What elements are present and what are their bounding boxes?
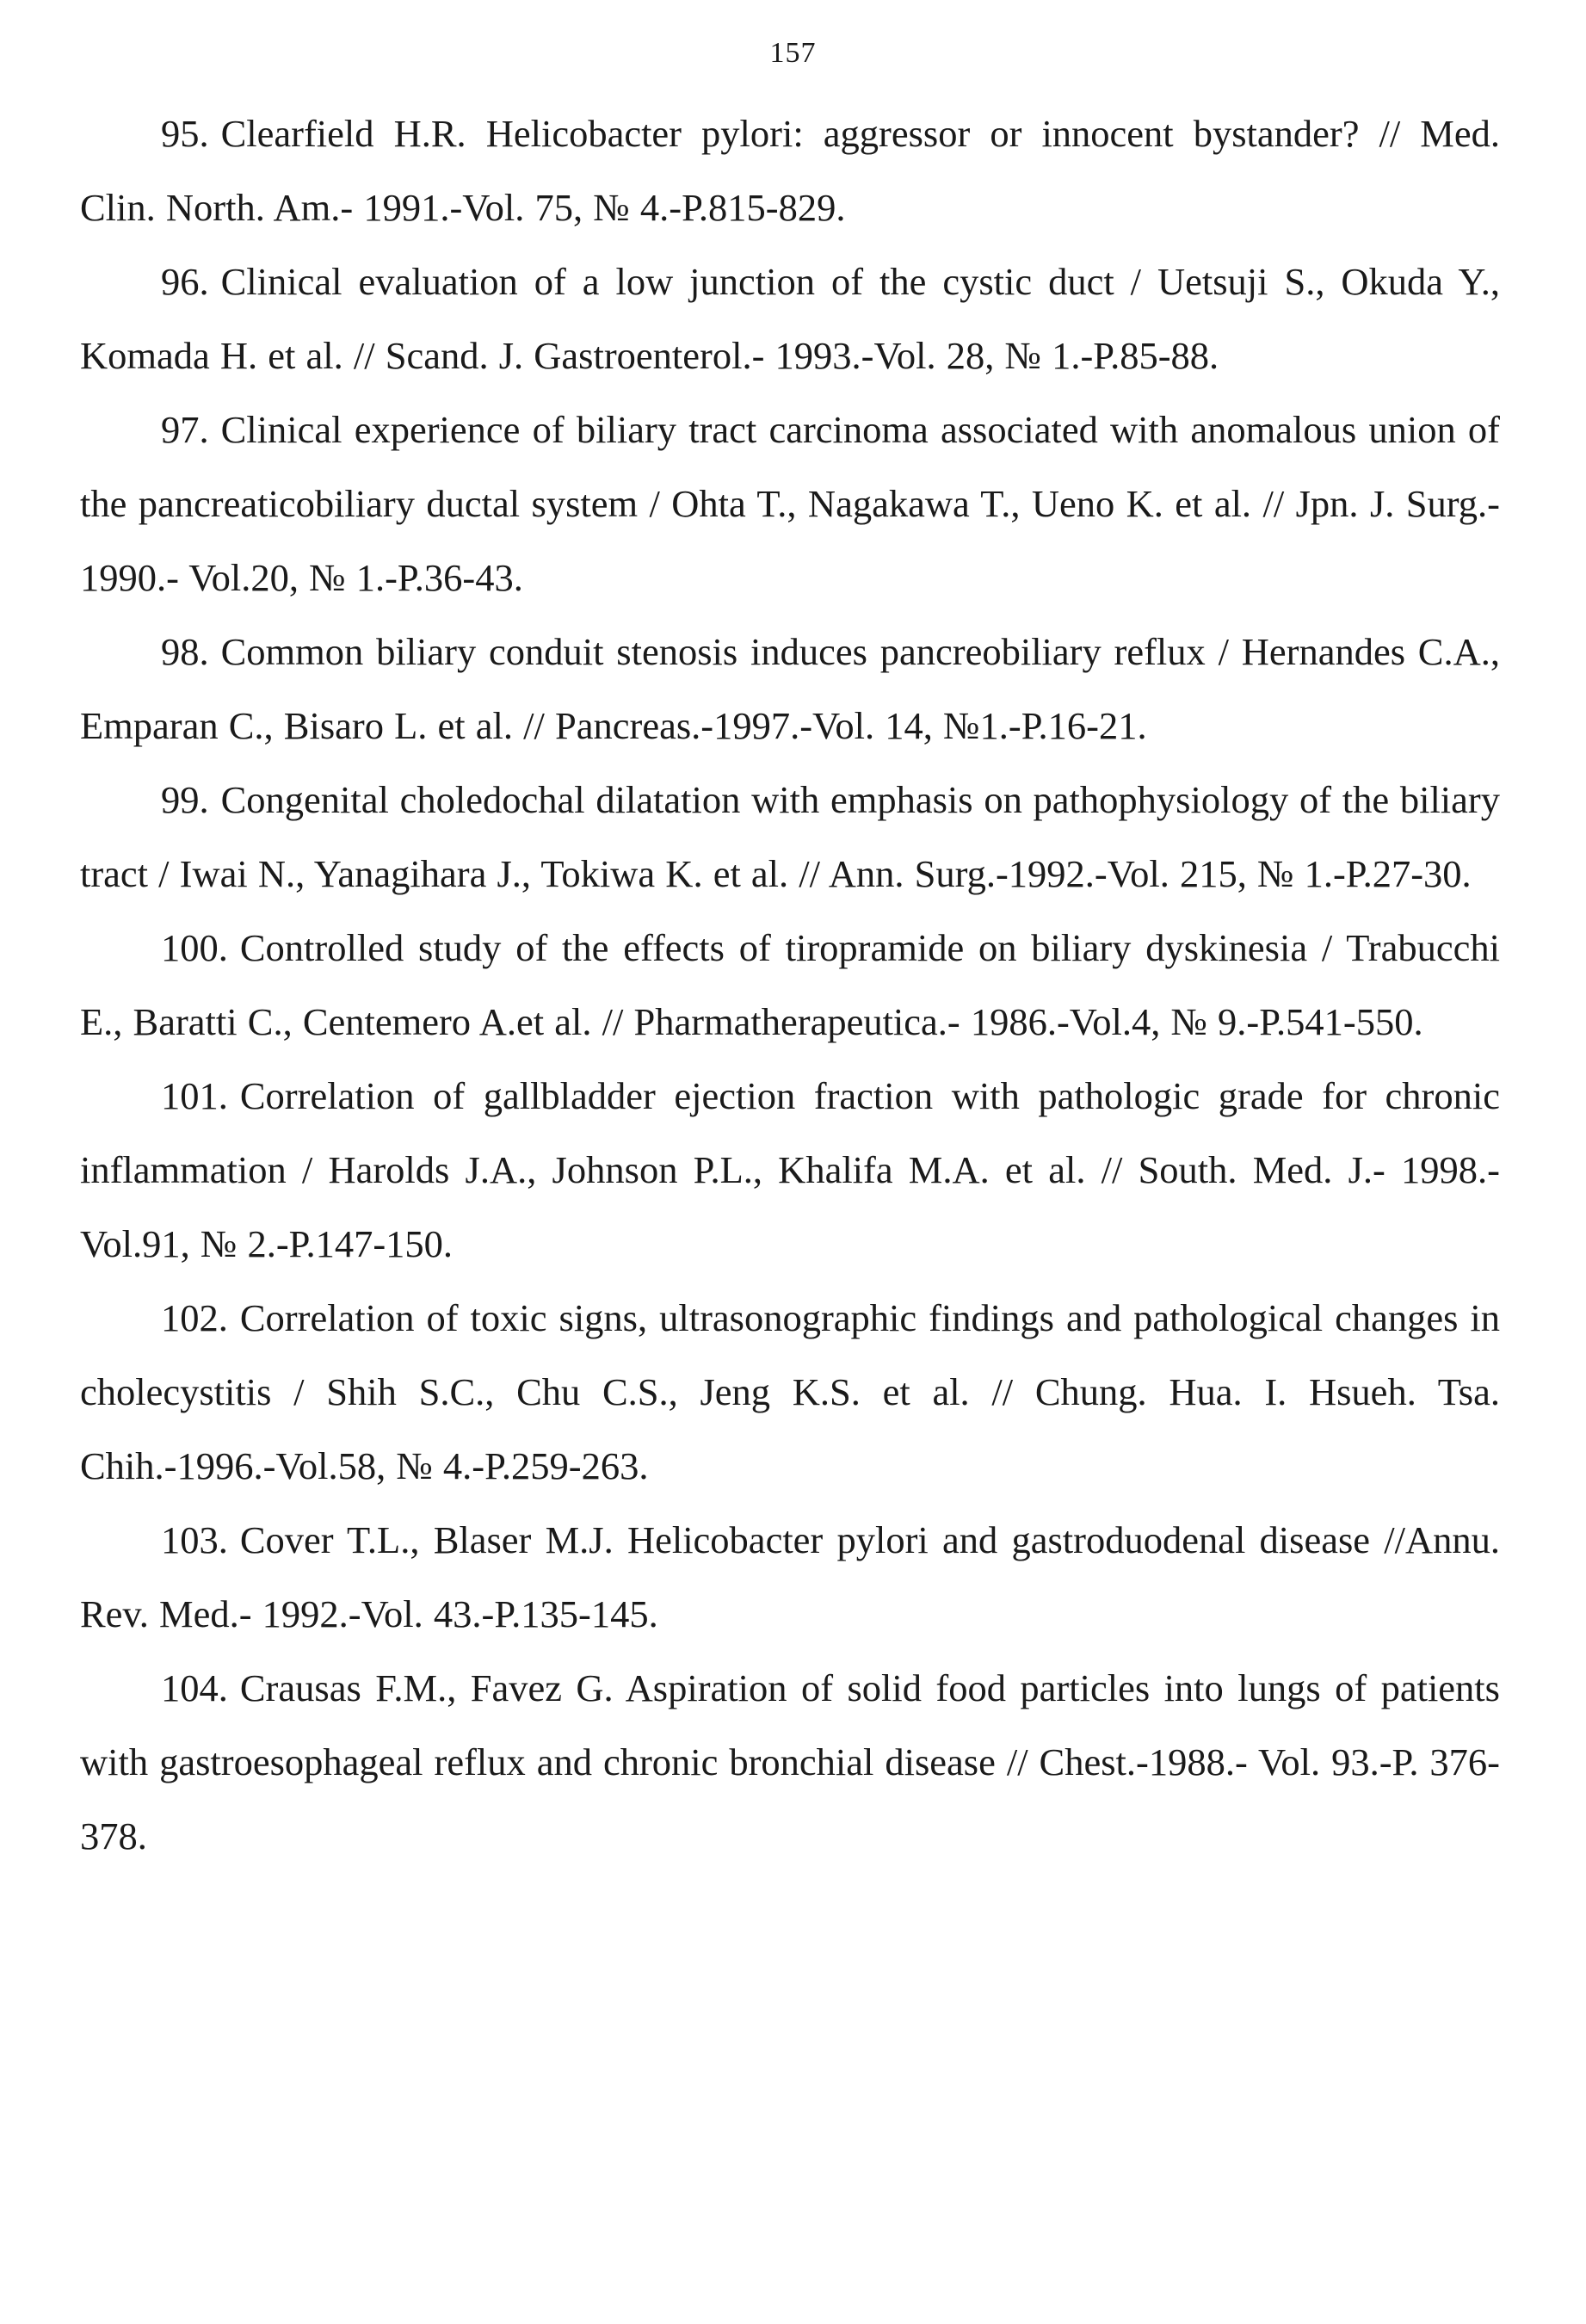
reference-text: Clinical evaluation of a low junction of the cystic duct / Uetsuji S., Okuda Y., Komada H. et al. // Scand. J. Gastroenterol.- 1993.-Vol. 28, № 1.-P.85-88.	[80, 260, 1500, 377]
reference-number: 95.	[161, 112, 209, 155]
reference-item	[80, 911, 1500, 1059]
reference-text: Controlled study of the effects of tiropramide on biliary dyskinesia / Trabucchi E., Baratti C., Centemero A.et al. // Pharmatherapeutica.- 1986.-Vol.4, № 9.-P.541-550.	[80, 926, 1500, 1043]
reference-number: 97.	[161, 408, 209, 451]
reference-item	[80, 1503, 1500, 1651]
reference-item	[80, 392, 1500, 615]
reference-item	[80, 1281, 1500, 1503]
reference-text: Common biliary conduit stenosis induces pancreobiliary reflux / Hernandes C.A., Emparan C., Bisaro L. et al. // Pancreas.-1997.-Vol. 14, №1.-P.16-21.	[80, 630, 1500, 747]
reference-text: Correlation of toxic signs, ultrasonographic findings and pathological changes in cholecystitis / Shih S.C., Chu C.S., Jeng K.S. et al. // Chung. Hua. I. Hsueh. Tsa. Chih.-1996.-Vol.58, № 4.-P.259-263.	[80, 1296, 1500, 1487]
reference-item	[80, 1059, 1500, 1281]
reference-number: 103.	[161, 1518, 228, 1561]
page-number: 157	[769, 37, 817, 69]
reference-item	[80, 615, 1500, 763]
reference-text: Correlation of gallbladder ejection fraction with pathologic grade for chronic inflammation / Harolds J.A., Johnson P.L., Khalifa M.A. et al. // South. Med. J.- 1998.-Vol.91, № 2.-P.147-150.	[80, 1074, 1500, 1265]
reference-number: 96.	[161, 260, 209, 303]
reference-number: 104.	[161, 1666, 228, 1709]
reference-number: 98.	[161, 630, 209, 673]
reference-item	[80, 244, 1500, 392]
reference-item	[80, 763, 1500, 911]
reference-item	[80, 1651, 1500, 1873]
reference-text: Crausas F.M., Favez G. Aspiration of solid food particles into lungs of patients with gastroesophageal reflux and chronic bronchial disease // Chest.-1988.- Vol. 93.-P. 376-378.	[80, 1666, 1500, 1857]
reference-number: 100.	[161, 926, 228, 969]
reference-text: Clearfield H.R. Helicobacter pylori: aggressor or innocent bystander? // Med. Clin. North. Am.- 1991.-Vol. 75, № 4.-P.815-829.	[80, 112, 1500, 229]
reference-number: 99.	[161, 778, 209, 821]
reference-item	[80, 96, 1500, 244]
reference-text: Clinical experience of biliary tract carcinoma associated with anomalous union of the pancreaticobiliary ductal system / Ohta T., Nagakawa T., Ueno K. et al. // Jpn. J. Surg.- 1990.- Vol.20, № 1.-P.36-43.	[80, 408, 1500, 599]
reference-text: Cover T.L., Blaser M.J. Helicobacter pylori and gastroduodenal disease //Annu. Rev. Med.- 1992.-Vol. 43.-P.135-145.	[80, 1518, 1500, 1635]
reference-number: 101.	[161, 1074, 228, 1117]
reference-text: Congenital choledochal dilatation with emphasis on pathophysiology of the biliary tract / Iwai N., Yanagihara J., Tokiwa K. et al. // Ann. Surg.-1992.-Vol. 215, № 1.-P.27-30.	[80, 778, 1500, 895]
reference-list	[80, 96, 1500, 1873]
reference-number: 102.	[161, 1296, 228, 1339]
